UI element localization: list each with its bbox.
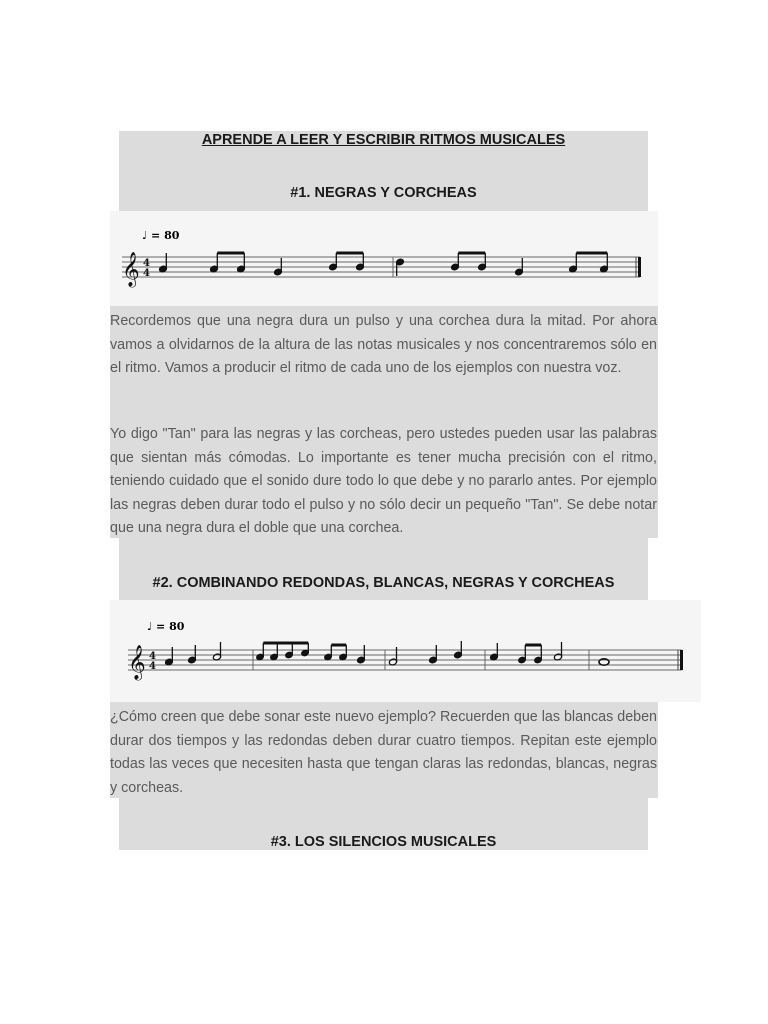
section1-paragraph-1: Recordemos que una negra dura un pulso y una corchea dura la mitad. Por ahora vamos a olvidarnos de la altura de las notas musicales y nos concentraremos sólo en el ritmo. Vamos a producir el ritmo de cada uno de los ejemplos con nuestra voz. [110, 313, 657, 377]
svg-text:4: 4 [143, 258, 150, 269]
treble-clef-icon: 𝄞 [122, 252, 140, 287]
time-signature [143, 258, 150, 279]
section3-heading: #3. LOS SILENCIOS MUSICALES [270, 834, 497, 850]
document-title: APRENDE A LEER Y ESCRIBIR RITMOS MUSICALES [201, 132, 566, 148]
svg-text:4: 4 [143, 268, 150, 279]
score-example-1 [110, 211, 658, 306]
section2-paragraph-1: ¿Cómo creen que debe sonar este nuevo ejemplo? Recuerden que las blancas deben durar dos tiempos y las redondas deben durar cuatro tiempos. Repitan este ejemplo todas las veces que necesiten hasta que tengan claras las redondas, blancas, negras y corcheas. [110, 709, 657, 796]
time-signature [149, 651, 156, 672]
section1-heading: #1. NEGRAS Y CORCHEAS [290, 185, 477, 201]
tempo-marking: ♩ = 80 [142, 229, 180, 242]
svg-text:4: 4 [149, 651, 156, 662]
treble-clef-icon: 𝄞 [128, 645, 146, 680]
section1-paragraph-2: Yo digo "Tan" para las negras y las corcheas, pero ustedes pueden usar las palabras que sientan más cómodas. Lo importante es tener mucha precisión con el ritmo, teniendo cuidado que el sonido dure todo lo que debe y no pararlo antes. Por ejemplo las negras deben durar todo el pulso y no sólo decir un pequeño "Tan". Se debe notar que una negra dura el doble que una corchea. [110, 426, 657, 537]
section2-heading: #2. COMBINANDO REDONDAS, BLANCAS, NEGRAS Y CORCHEAS [152, 575, 615, 591]
score-example-2 [110, 600, 701, 702]
tempo-marking: ♩ = 80 [147, 620, 185, 633]
svg-text:4: 4 [149, 661, 156, 672]
